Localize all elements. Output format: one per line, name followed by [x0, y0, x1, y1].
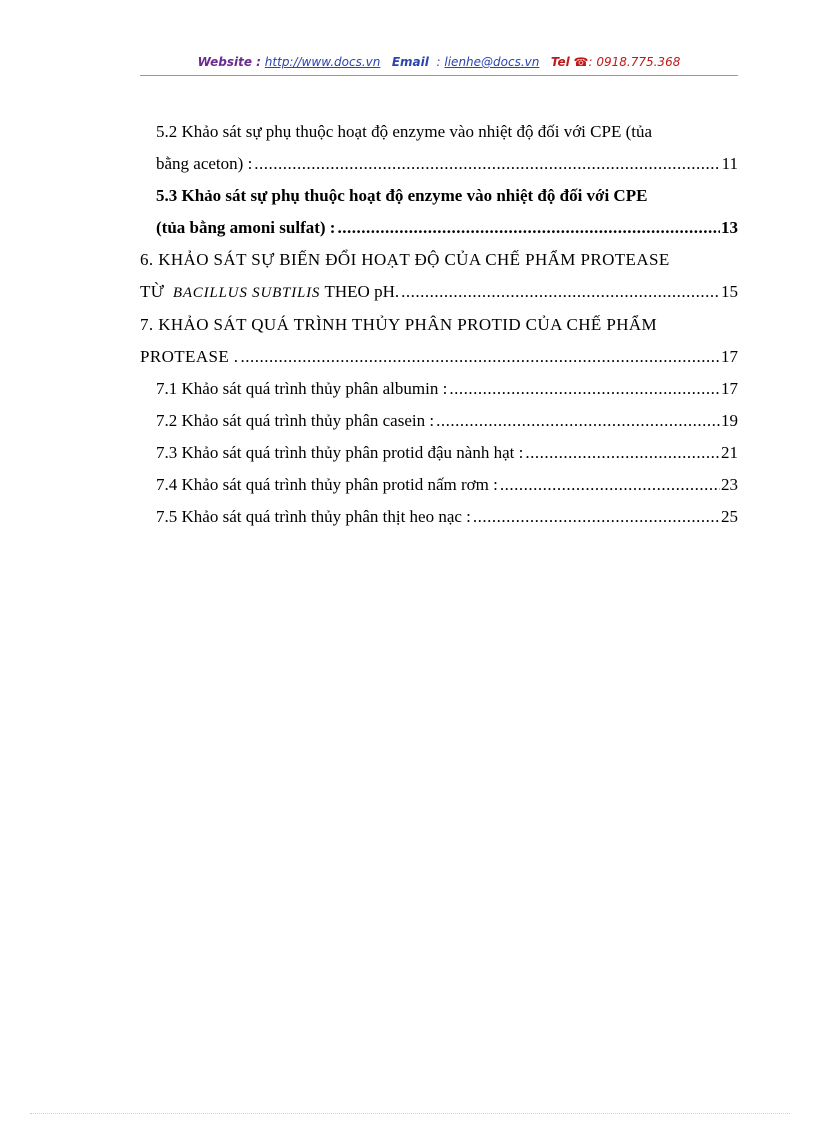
- footer-divider: [30, 1113, 790, 1114]
- toc-page-number: 25: [721, 507, 738, 526]
- toc-entry-6[interactable]: [140, 244, 738, 309]
- toc-entry-text: bằng aceton) :: [156, 154, 253, 173]
- toc-entry-text: PROTEASE .: [140, 347, 239, 366]
- toc-entry-text: 7.3 Khảo sát quá trình thủy phân protid đậu nành hạt :: [156, 443, 524, 462]
- toc-entry-7[interactable]: [140, 309, 738, 373]
- toc-entry-text: 7.5 Khảo sát quá trình thủy phân thịt heo nạc :: [156, 507, 471, 526]
- toc-entry-text: 7.1 Khảo sát quá trình thủy phân albumin :: [156, 379, 448, 398]
- toc-page-number: 23: [721, 475, 738, 494]
- phone-icon: ☎: [573, 55, 589, 69]
- toc-leader-dots: [337, 212, 720, 244]
- email-separator: :: [436, 55, 441, 69]
- toc-entry-text: (tủa bằng amoni sulfat) :: [156, 218, 336, 237]
- website-link[interactable]: http://www.docs.vn: [264, 55, 381, 69]
- toc-leader-dots: [401, 276, 720, 308]
- toc-page-number: 21: [721, 443, 738, 462]
- toc-page-number: 17: [721, 347, 738, 366]
- toc-entry-7-3[interactable]: [140, 437, 738, 469]
- toc-entry-5-3[interactable]: [140, 180, 738, 244]
- tel-value: : 0918.775.368: [588, 55, 681, 69]
- toc-entry-italic-text: BACILLUS SUBTILIS: [172, 285, 321, 301]
- email-link[interactable]: lienhe@docs.vn: [444, 55, 540, 69]
- toc-page-number: 19: [721, 411, 738, 430]
- toc-page-number: 15: [721, 282, 738, 301]
- toc-leader-dots: [449, 373, 720, 405]
- tel-label: Tel: [550, 55, 570, 69]
- toc-entry-7-2[interactable]: [140, 405, 738, 437]
- toc-leader-dots: [525, 437, 720, 469]
- toc-entry-7-5[interactable]: [140, 501, 738, 533]
- toc-page-number: 13: [721, 218, 738, 237]
- toc-leader-dots: [240, 341, 720, 373]
- toc-entry-text: 6. KHẢO SÁT SỰ BIẾN ĐỔI HOẠT ĐỘ CỦA CHẾ PHẨM PROTEASE: [140, 250, 670, 269]
- toc-leader-dots: [500, 469, 720, 501]
- toc-entry-text: 5.3 Khảo sát sự phụ thuộc hoạt độ enzyme vào nhiệt độ đối với CPE: [156, 186, 648, 205]
- table-of-contents: [140, 116, 738, 533]
- toc-leader-dots: [254, 148, 720, 180]
- toc-leader-dots: [473, 501, 720, 533]
- toc-entry-text: 7.2 Khảo sát quá trình thủy phân casein :: [156, 411, 435, 430]
- toc-entry-text: 7. KHẢO SÁT QUÁ TRÌNH THỦY PHÂN PROTID CỦA CHẾ PHẨM: [140, 315, 658, 334]
- toc-entry-text: TỪ: [140, 282, 165, 301]
- header-divider: [140, 75, 738, 76]
- toc-entry-text: THEO pH.: [324, 282, 400, 301]
- toc-entry-text: 5.2 Khảo sát sự phụ thuộc hoạt độ enzyme vào nhiệt độ đối với CPE (tủa: [156, 122, 653, 141]
- toc-page-number: 11: [721, 154, 738, 173]
- page-header: [140, 55, 738, 77]
- toc-leader-dots: [436, 405, 720, 437]
- toc-page-number: 17: [721, 379, 738, 398]
- email-label: Email: [391, 55, 429, 69]
- toc-entry-5-2[interactable]: [140, 116, 738, 180]
- toc-entry-text: 7.4 Khảo sát quá trình thủy phân protid nấm rơm :: [156, 475, 498, 494]
- toc-entry-7-1[interactable]: [140, 373, 738, 405]
- website-label: Website :: [197, 55, 261, 69]
- toc-entry-7-4[interactable]: [140, 469, 738, 501]
